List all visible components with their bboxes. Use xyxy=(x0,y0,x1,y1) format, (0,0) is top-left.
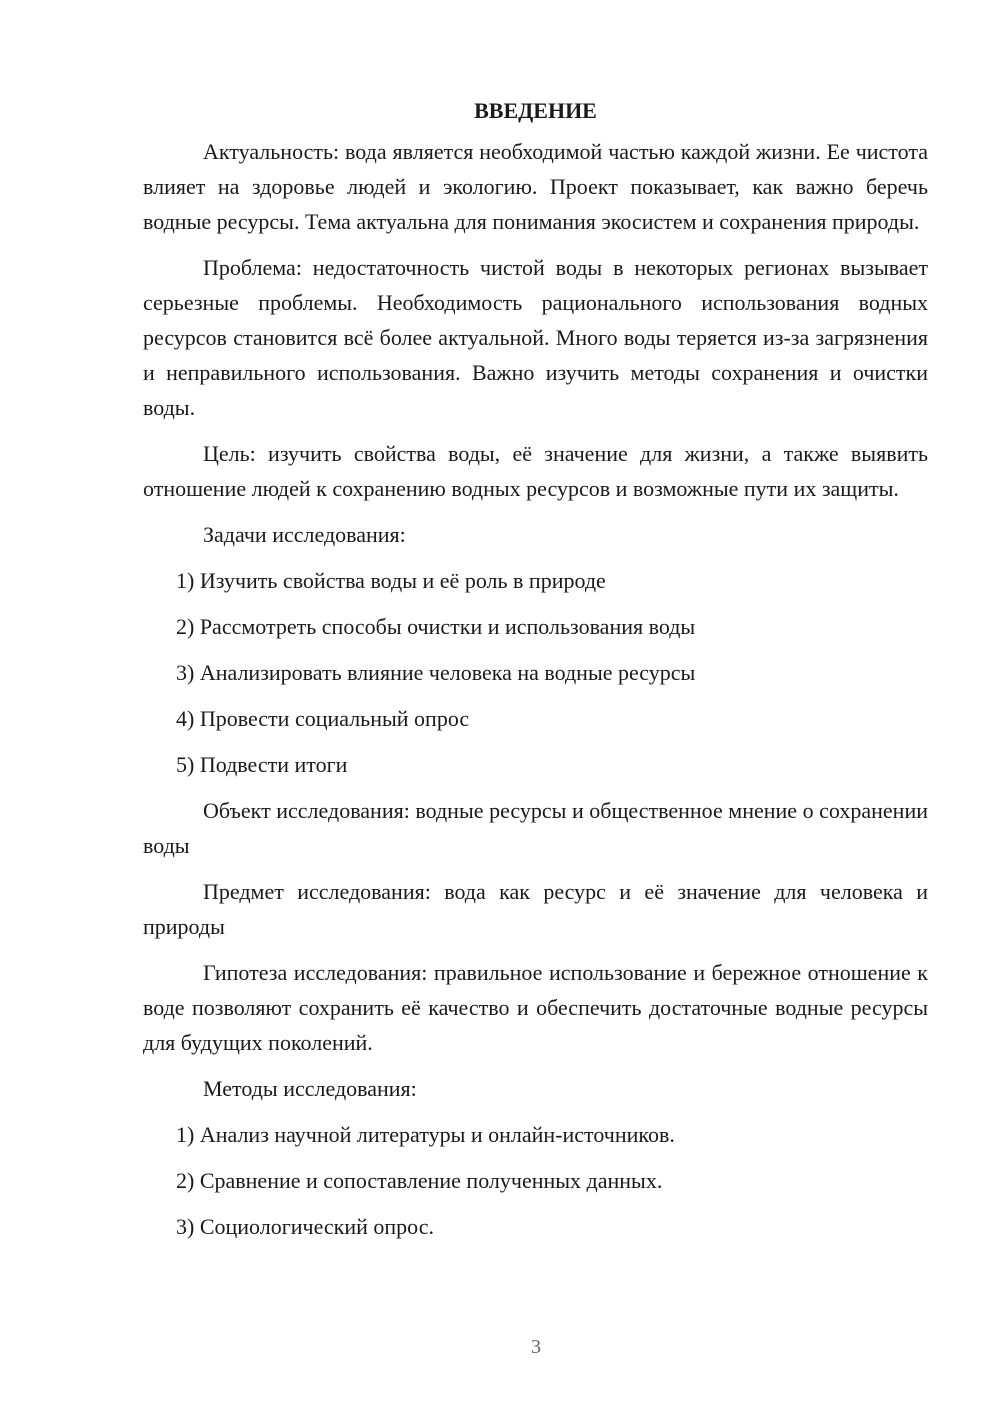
subject-paragraph: Предмет исследования: вода как ресурс и её значение для человека и природы xyxy=(143,879,928,939)
task-item: 4) Провести социальный опрос xyxy=(176,706,470,731)
methods-heading: Методы исследования: xyxy=(203,1076,417,1101)
method-item: 1) Анализ научной литературы и онлайн-источников. xyxy=(176,1122,675,1147)
tasks-heading: Задачи исследования: xyxy=(203,522,406,547)
task-item: 1) Изучить свойства воды и её роль в природе xyxy=(176,568,606,593)
method-item: 2) Сравнение и сопоставление полученных данных. xyxy=(176,1168,663,1193)
method-item: 3) Социологический опрос. xyxy=(176,1214,434,1239)
relevance-paragraph: Актуальность: вода является необходимой частью каждой жизни. Ее чистота влияет на здоровье людей и экологию. Проект показывает, как важно беречь водные ресурсы. Тема актуальна для понимания экосистем и сохранения природы. xyxy=(143,139,928,234)
goal-paragraph: Цель: изучить свойства воды, её значение для жизни, а также выявить отношение людей к сохранению водных ресурсов и возможные пути их защиты. xyxy=(143,441,928,501)
document-page xyxy=(143,96,928,1255)
hypothesis-paragraph: Гипотеза исследования: правильное использование и бережное отношение к воде позволяют сохранить её качество и обеспечить достаточные водные ресурсы для будущих поколений. xyxy=(143,960,928,1055)
task-item: 5) Подвести итоги xyxy=(176,752,348,777)
section-title: ВВЕДЕНИЕ xyxy=(474,98,597,123)
task-item: 2) Рассмотреть способы очистки и использования воды xyxy=(176,614,696,639)
object-paragraph: Объект исследования: водные ресурсы и общественное мнение о сохранении воды xyxy=(143,798,928,858)
problem-paragraph: Проблема: недостаточность чистой воды в некоторых регионах вызывает серьезные проблемы. Необходимость рационального использования водных ресурсов становится всё более актуальной. Много воды теряется из-за загрязнения и неправильного использования. Важно изучить методы сохранения и очистки воды. xyxy=(143,255,928,420)
page-number: 3 xyxy=(531,1336,541,1358)
task-item: 3) Анализировать влияние человека на водные ресурсы xyxy=(176,660,696,685)
